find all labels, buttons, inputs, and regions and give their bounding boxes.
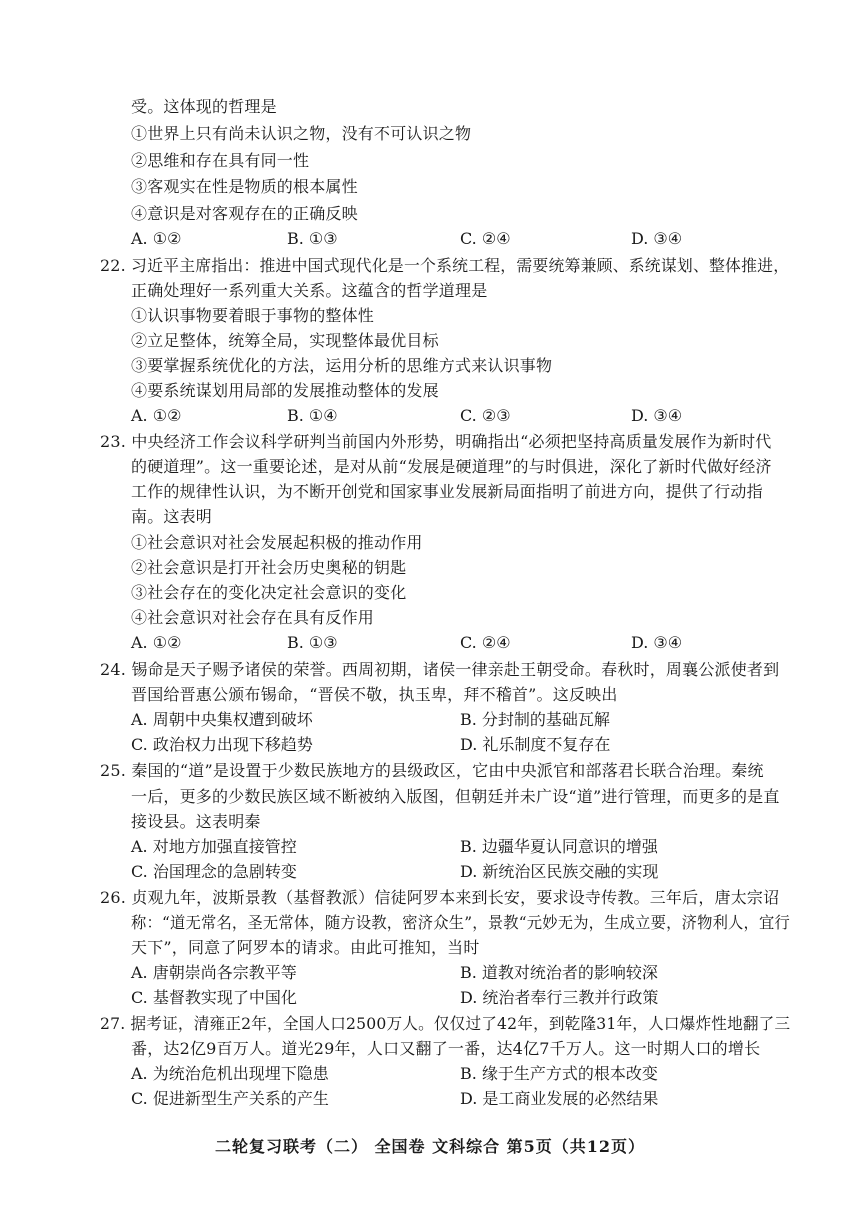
q23-stem-3: 工作的规律性认识，为不断开创党和国家事业发展新局面指明了前进方向，提供了行动指 [131,482,763,501]
q26-option-a: A. 唐朝崇尚各宗教平等 [131,963,297,982]
q27-option-d: D. 是工商业发展的必然结果 [460,1089,659,1108]
q26-stem-3: 天下”，同意了阿罗本的请求。由此可推知，当时 [131,938,480,957]
q27-stem-2: 番，达2亿9百万人。道光29年，人口又翻了一番，达4亿7千万人。这一时期人口的增长 [131,1039,761,1058]
q24-option-d: D. 礼乐制度不复存在 [460,735,611,754]
q21-item-3: ③客观实在性是物质的根本属性 [131,177,358,196]
q25-option-c: C. 治国理念的急剧转变 [131,862,297,881]
q23-stem-1: 23. 中央经济工作会议科学研判当前国内外形势，明确指出“必须把坚持高质量发展作为新时代 [100,432,772,451]
q23-option-d: D. ③④ [631,633,683,652]
q22-stem-1: 22. 习近平主席指出：推进中国式现代化是一个系统工程，需要统筹兼顾、系统谋划、整体推进， [100,256,790,275]
q22-option-d: D. ③④ [631,406,683,425]
q21-item-2: ②思维和存在具有同一性 [131,151,310,170]
q23-stem-4: 南。这表明 [131,507,213,526]
q22-option-a: A. ①② [131,406,182,425]
q26-option-c: C. 基督教实现了中国化 [131,988,297,1007]
q23-option-a: A. ①② [131,633,182,652]
q25-option-d: D. 新统治区民族交融的实现 [460,862,659,881]
q24-option-b: B. 分封制的基础瓦解 [460,710,610,729]
q21-option-d: D. ③④ [631,229,683,248]
q23-item-4: ④社会意识对社会存在具有反作用 [131,608,375,627]
q24-option-a: A. 周朝中央集权遭到破坏 [131,710,313,729]
q25-stem-3: 接设县。这表明秦 [131,812,261,831]
q23-item-3: ③社会存在的变化决定社会意识的变化 [131,583,407,602]
q23-option-c: C. ②④ [460,633,511,652]
q22-option-c: C. ②③ [460,406,511,425]
q25-stem-2: 一后，更多的少数民族区域不断被纳入版图，但朝廷并未广设“道”进行管理，而更多的是直 [131,787,780,806]
q26-option-b: B. 道教对统治者的影响较深 [460,963,658,982]
q22-option-b: B. ①④ [287,406,338,425]
q24-stem-2: 晋国给晋惠公颁布锡命，“晋侯不敬，执玉卑，拜不稽首”。这反映出 [131,685,618,704]
q23-item-1: ①社会意识对社会发展起积极的推动作用 [131,533,423,552]
q25-option-b: B. 边疆华夏认同意识的增强 [460,837,658,856]
q25-stem-1: 25. 秦国的“道”是设置于少数民族地方的县级政区，它由中央派官和部落君长联合治理。秦统 [100,761,764,780]
q23-stem-2: 的硬道理”。这一重要论述，是对从前“发展是硬道理”的与时俱进，深化了新时代做好经济 [131,457,772,476]
q22-item-1: ①认识事物要着眼于事物的整体性 [131,306,375,325]
q21-lead: 受。这体现的哲理是 [131,97,277,116]
q21-option-b: B. ①③ [287,229,338,248]
q21-item-4: ④意识是对客观存在的正确反映 [131,204,358,223]
q23-item-2: ②社会意识是打开社会历史奥秘的钥匙 [131,558,407,577]
q27-stem-1: 27. 据考证，清雍正2年，全国人口2500万人。仅仅过了42年，到乾隆31年，人口爆炸性地翻了三 [100,1014,791,1033]
q26-stem-2: 称：“道无常名，圣无常体，随方设教，密济众生”，景教“元妙无为，生成立要，济物利人，宜行 [131,913,791,932]
q27-option-a: A. 为统治危机出现埋下隐患 [131,1064,329,1083]
q22-stem-2: 正确处理好一系列重大关系。这蕴含的哲学道理是 [131,281,488,300]
q22-item-2: ②立足整体，统筹全局，实现整体最优目标 [131,331,439,350]
q21-option-a: A. ①② [131,229,182,248]
q22-item-4: ④要系统谋划用局部的发展推动整体的发展 [131,381,439,400]
q27-option-c: C. 促进新型生产关系的产生 [131,1089,329,1108]
q25-option-a: A. 对地方加强直接管控 [131,837,297,856]
page-footer: 二轮复习联考（二） 全国卷 文科综合 第5页（共12页） [214,1137,646,1156]
q26-stem-1: 26. 贞观九年，波斯景教（基督教派）信徒阿罗本来到长安，要求设寺传教。三年后，唐太宗诏 [100,888,780,907]
q24-stem-1: 24. 锡命是天子赐予诸侯的荣誉。西周初期，诸侯一律亲赴王朝受命。春秋时，周襄公派使者到 [100,660,780,679]
q23-option-b: B. ①③ [287,633,338,652]
q22-item-3: ③要掌握系统优化的方法，运用分析的思维方式来认识事物 [131,356,553,375]
q26-option-d: D. 统治者奉行三教并行政策 [460,988,659,1007]
q21-item-1: ①世界上只有尚未认识之物，没有不可认识之物 [131,124,472,143]
q24-option-c: C. 政治权力出现下移趋势 [131,735,313,754]
q27-option-b: B. 缘于生产方式的根本改变 [460,1064,658,1083]
q21-option-c: C. ②④ [460,229,511,248]
